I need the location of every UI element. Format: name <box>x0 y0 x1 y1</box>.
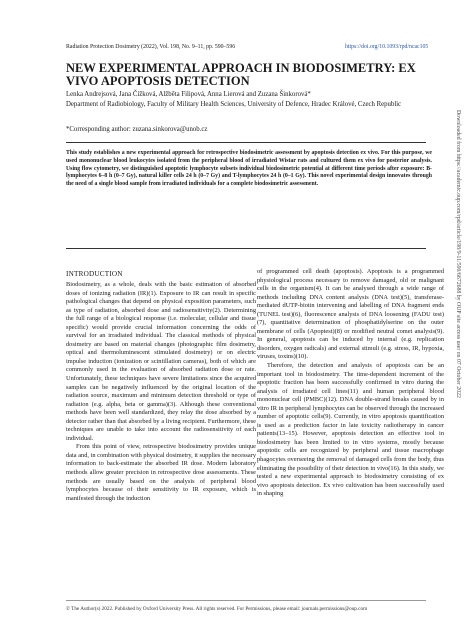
copyright-footer: © The Author(s) 2022. Published by Oxford University Press. All rights reserved. For Permissions, please email: journals.permissions@oup.com <box>66 606 368 612</box>
section-heading-introduction: INTRODUCTION <box>66 270 123 278</box>
corresponding-author: *Corresponding author: zuzana.sinkorova@unob.cz <box>66 126 208 133</box>
abstract-top-rule <box>66 142 426 143</box>
paragraph: Biodosimetry, as a whole, deals with the basic estimation of absorbed doses of ionizing radiation (IR)(1). Exposure to IR can result in specific pathological changes that depend on physical exposition parameters, such as type of radiation, absorbed dose and radiosensitivity(2). Determining the full range of a biological response (i.e. molecular, cellular and tissue specific) would provide crucial information concerning the odds of survival for an irradiated individual. The classical methods of physical dosimetry are based on material changes (photographic film dosimetry, optical and thermoluminescent stimulated dosimetry) or on electric impulse induction (ionization or scintillation cameras), both of which are commonly used in the evaluation of absorbed radiation dose or rate. Unfortunately, these techniques have severe limitations since the acquired samples can be negatively influenced by the original location of the radiation source, maximum and minimum detection threshold or type of radiation (e.g. alpha, beta or gamma)(3). Although these conventional methods have been well standardized, they relay the dose absorbed by a detector rather than that absorbed by a living recipient. Furthermore, these techniques are unable to take into account the radiosensitivity of each individual. <box>66 281 256 442</box>
affiliation: Department of Radiobiology, Faculty of Military Health Sciences, University of Defence, Hradec Králové, Czech Republic <box>66 101 402 108</box>
download-watermark-text: Downloaded from https://academic.oup.com/rpd/article/198/9-11/590/6672688 by OUP site access user on 07 October 2022 <box>455 110 461 398</box>
abstract: This study establishes a new experimental approach for retrospective biodosimetric assessment by apoptosis detection ex vivo. For this purpose, we used mononuclear blood leukocytes isolated from the peripheral blood of irradiated Wistar rats and cultured them ex vivo for posterior analysis. Using flow cytometry, we distinguished apoptotic lymphocyte subsets individual biodosimetric potential at different time periods after exposure: B-lymphocytes 6–8 h (0–7 Gy), natural killer cells 24 h (0–7 Gy) and T-lymphocytes 24 h (0–1 Gy). This novel experimental design innovates through the need of a single blood sample from irradiated individuals for a complete biodosimetric assessment. <box>66 150 432 188</box>
paragraph: Therefore, the detection and analysis of apoptosis can be an important tool in biodosimetry. The time-dependent increment of the apoptotic fraction has been successfully confirmed in vitro during the analysis of irradiated cell lines(11) and human peripheral blood mononuclear cell (PMBC)(12). DNA double-strand breaks caused by in vitro IR in peripheral lymphocytes can be observed through the increased number of apoptotic cells(9). Currently, in vitro apoptosis quantification is used as a prediction factor in late toxicity radiotherapy in cancer patients(13–15). However, apoptosis detection an effective tool in biodosimetry has been limited to in vitro systems, mostly because apoptotic cells are recognized by peripheral and tissue macrophage phagocytes overseeing the removal of damaged cells from the body, thus eliminating the possibility of their detection in vivo(16). In this study, we tested a new experimental approach to biodosimetry consisting of ex vivo apoptosis detection. Ex vivo cultivation has been successfully used in shaping <box>257 362 444 498</box>
footer-rule <box>66 600 426 601</box>
doi-link[interactable]: https://doi.org/10.1093/rpd/ncac105 <box>345 44 429 50</box>
download-watermark <box>452 110 462 580</box>
paragraph: of programmed cell death (apoptosis). Apoptosis is a programmed physiological process necessary to remove damaged, old or malignant cells in the organism(4). It can be analysed through a wide range of methods including DNA content analysis (DNA test)(5), transferase-mediated dUTP-biotin intervening and labelling of DNA fragment ends (TUNEL test)(6), fluorescence analysis of DNA loosening (FADU test)(7), quantitative determination of phosphatidylserine on the outer membrane of cells (Apoptest)(8) or modified neutral comet analysis(9). In general, apoptosis can be induced by internal (e.g. replication disorders, oxygen radicals) and external stimuli (e.g. stress, IR, hypoxia, viruses, toxins)(10). <box>257 268 444 361</box>
abstract-bottom-rule <box>66 248 426 249</box>
body-column-left <box>66 281 256 503</box>
article-title: NEW EXPERIMENTAL APPROACH IN BIODOSIMETRY: EX VIVO APOPTOSIS DETECTION <box>66 61 416 88</box>
paragraph: From this point of view, retrospective biodosimetry provides unique data and, in combination with physical dosimetry, it supplies the necessary information to back-estimate the absorbed IR dose. Modern laboratory methods allow greater precision in retrospective dose assessments. These methods are usually based on the analysis of peripheral blood lymphocytes because of their sensitivity to IR exposure, which is manifested through the induction <box>66 443 256 502</box>
body-column-right <box>257 268 444 499</box>
journal-citation: Radiation Protection Dosimetry (2022), Vol. 198, No. 9–11, pp. 590–596 <box>66 44 236 50</box>
author-list: Lenka Andrejsová, Jana Čížková, Alžběta Filipová, Anna Lierová and Zuzana Šinkorová* <box>66 91 311 98</box>
